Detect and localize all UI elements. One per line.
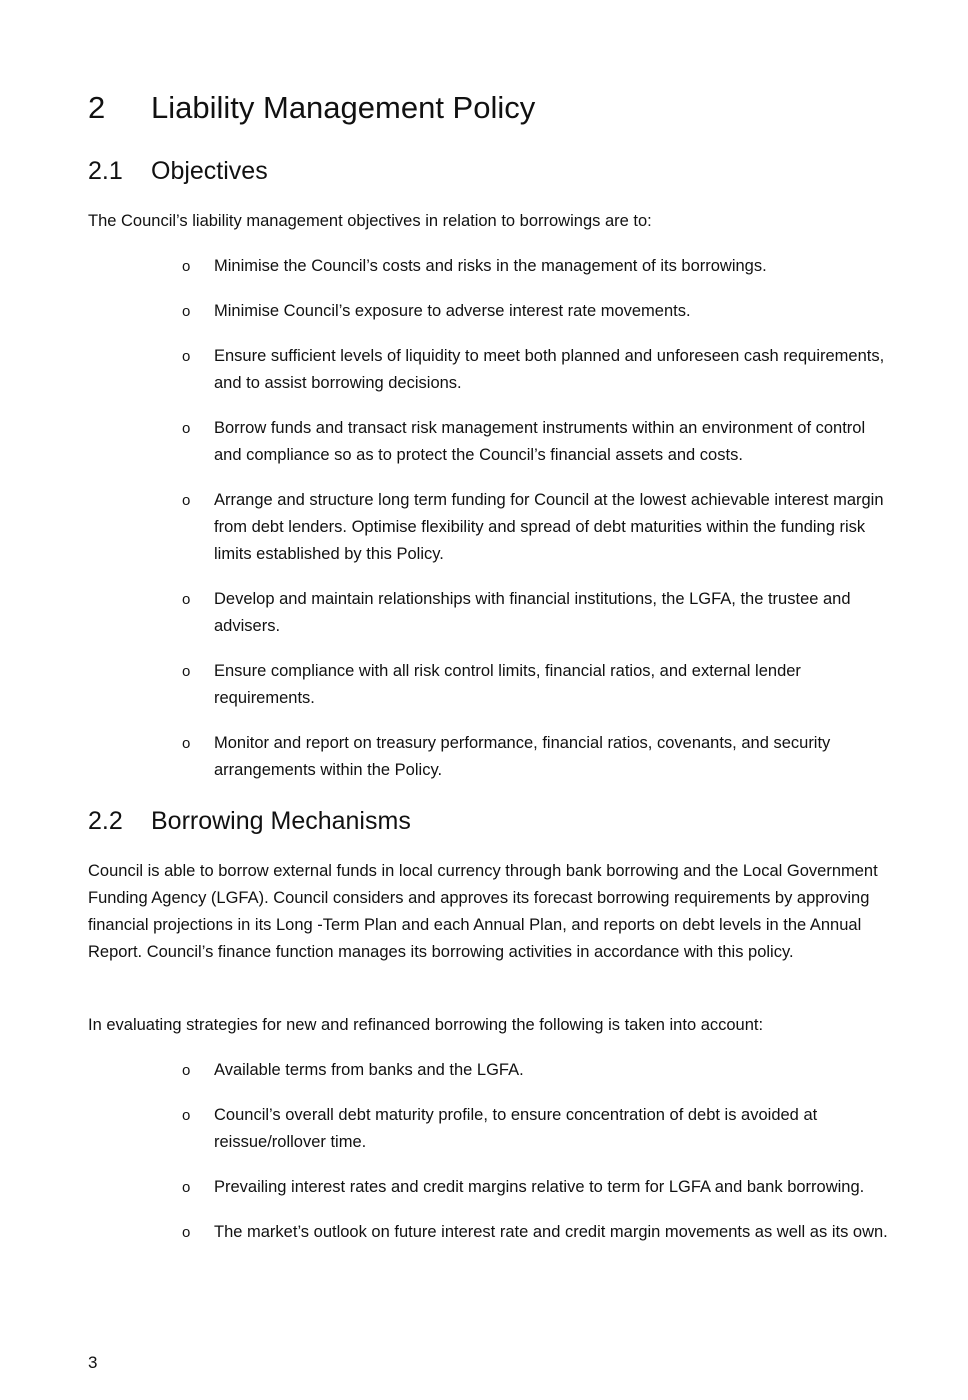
list-item: o The market’s outlook on future interest rate and credit margin movements as well as its own. [88, 1219, 894, 1246]
borrowing-paragraph: Council is able to borrow external funds in local currency through bank borrowing and the Local Government Funding Agency (LGFA). Council considers and approves its forecast borrowing requirements by approving financial projections in its Long -Term Plan and each Annual Plan, and reports on debt levels in the Annual Report. Council’s finance function manages its borrowing activities in accordance with this policy. [88, 862, 878, 961]
bullet-circle-icon: o [182, 1224, 191, 1241]
section-title: Liability Management Policy [151, 90, 536, 125]
bullet-circle-icon: o [182, 591, 191, 608]
bullet-circle-icon: o [182, 1062, 191, 1079]
list-item: o Minimise Council’s exposure to adverse interest rate movements. [88, 298, 894, 325]
bullet-circle-icon: o [182, 1179, 191, 1196]
page-number: 3 [88, 1353, 98, 1372]
subsection-number: 2.1 [88, 157, 123, 185]
list-item: o Arrange and structure long term funding for Council at the lowest achievable interest margin from debt lenders. Optimise flexibility and spread of debt maturities within the funding risk limits established by this Policy. [88, 487, 894, 568]
bullet-circle-icon: o [182, 1107, 191, 1124]
bullet-circle-icon: o [182, 663, 191, 680]
list-item: o Develop and maintain relationships with financial institutions, the LGFA, the trustee and advisers. [88, 586, 894, 640]
list-item: o Council’s overall debt maturity profile, to ensure concentration of debt is avoided at reissue/rollover time. [88, 1102, 894, 1156]
bullet-circle-icon: o [182, 303, 191, 320]
bullet-circle-icon: o [182, 492, 191, 509]
list-item: o Available terms from banks and the LGFA. [88, 1057, 894, 1084]
list-item: o Borrow funds and transact risk management instruments within an environment of control and compliance so as to protect the Council’s financial assets and costs. [88, 415, 894, 469]
objectives-list [88, 253, 888, 802]
bullet-circle-icon: o [182, 258, 191, 275]
evaluation-intro: In evaluating strategies for new and refinanced borrowing the following is taken into account: [88, 1016, 764, 1034]
bullet-circle-icon: o [182, 735, 191, 752]
subsection-number: 2.2 [88, 807, 123, 835]
list-item: o Monitor and report on treasury performance, financial ratios, covenants, and security arrangements within the Policy. [88, 730, 894, 784]
bullet-circle-icon: o [182, 420, 191, 437]
list-item: o Ensure sufficient levels of liquidity to meet both planned and unforeseen cash requirements, and to assist borrowing decisions. [88, 343, 894, 397]
list-item: o Minimise the Council’s costs and risks in the management of its borrowings. [88, 253, 894, 280]
borrowing-heading [88, 805, 411, 837]
list-item: o Ensure compliance with all risk control limits, financial ratios, and external lender requirements. [88, 658, 894, 712]
objectives-intro: The Council’s liability management objectives in relation to borrowings are to: [88, 212, 652, 230]
bullet-circle-icon: o [182, 348, 191, 365]
objectives-heading [88, 155, 268, 187]
section-number: 2 [88, 90, 106, 125]
evaluation-list [88, 1057, 888, 1264]
subsection-title: Objectives [151, 157, 268, 185]
list-item: o Prevailing interest rates and credit margins relative to term for LGFA and bank borrowing. [88, 1174, 894, 1201]
subsection-title: Borrowing Mechanisms [151, 807, 411, 835]
section-heading [88, 88, 535, 128]
